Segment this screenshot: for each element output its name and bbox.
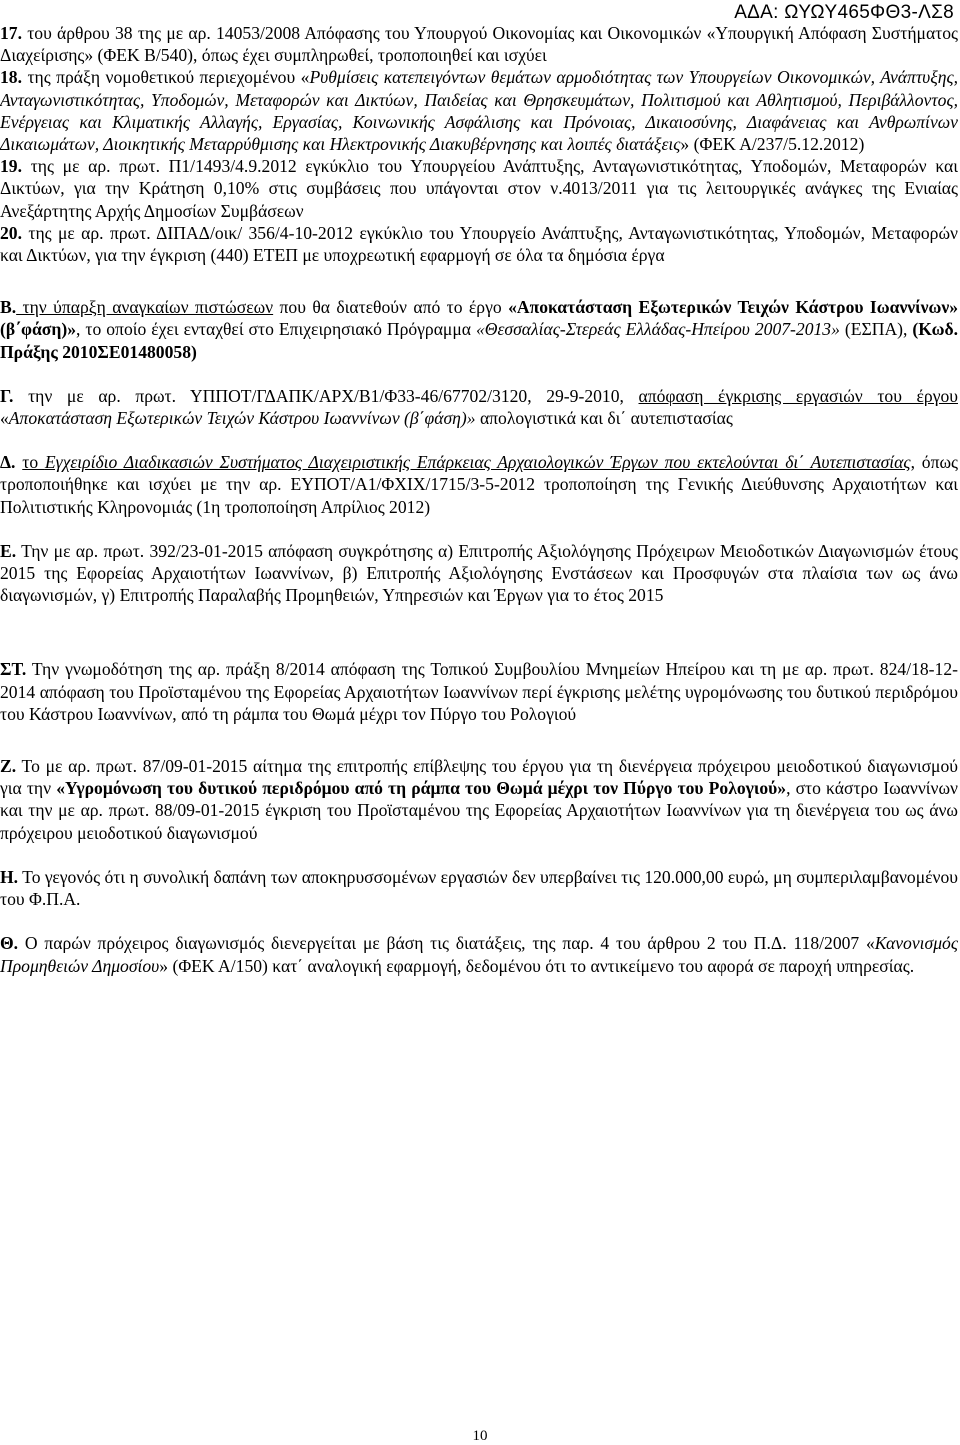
section-letter: Θ.	[0, 933, 19, 954]
section-text: απολογιστικά και δι΄ αυτεπιστασίας	[475, 408, 733, 429]
section-text: » (ΦΕΚ Α/150) κατ΄ αναλογική εφαρμογή, δεδομένου ότι το αντικείμενο του αφορά σε παροχή υπηρεσίας.	[159, 955, 915, 976]
section-letter: ΣΤ.	[0, 659, 27, 680]
project-title: «Υγρομόνωση του δυτικού περιδρόμου από τη ράμπα του Θωμά μέχρι τον Πύργο του Ρολογιού»	[56, 778, 787, 799]
section-text: , το οποίο έχει ενταχθεί στο Επιχειρησιακό Πρόγραμμα	[76, 319, 476, 340]
section-e	[0, 540, 958, 607]
section-b	[0, 296, 958, 363]
section-d	[0, 451, 958, 518]
item-number: 19.	[0, 156, 22, 177]
section-letter: Γ.	[0, 385, 14, 406]
item-number: 20.	[0, 222, 22, 243]
item-text: της με αρ. πρωτ. Π1/1493/4.9.2012 εγκύκλιο του Υπουργείου Ανάπτυξης, Ανταγωνιστικότητας, Υποδομών, Μεταφορών και Δικτύων, για την Κράτηση 0,10% στις συμβάσεις που υπάγονται στον ν.4013/2011 για τις λειτουργικές ανάγκες της Ενιαίας Ανεξάρτητης Αρχής Δημοσίων Συμβάσεων	[0, 156, 958, 221]
program-title: «Θεσσαλίας-Στερεάς Ελλάδας-Ηπείρου 2007-2013»	[476, 319, 840, 340]
underlined-text: απόφαση έγκρισης εργασιών του έργου	[638, 385, 958, 406]
section-text: (ΕΣΠΑ),	[839, 319, 913, 340]
underlined-text: την ύπαρξη αναγκαίων πιστώσεων	[16, 297, 274, 318]
section-text: που θα διατεθούν από το έργο	[273, 297, 509, 318]
section-text: Την με αρ. πρωτ. 392/23-01-2015 απόφαση συγκρότησης α) Επιτροπής Αξιολόγησης Πρόχειρων Μειοδοτικών Διαγωνισμών έτους 2015 της Εφορείας Αρχαιοτήτων Ιωαννίνων, β) Επιτροπής Αξιολόγησης Ενστάσεων και Προσφυγών στα πλαίσια των ως άνω διαγωνισμών, γ) Επιτροπής Παραλαβής Προμηθειών, Υπηρεσιών και Έργων για το έτος 2015	[0, 540, 958, 606]
underlined-text: το	[22, 452, 45, 473]
section-text: , όπως τροποποιήθηκε και ισχύει με την αρ. ΕΥΠΟΤ/Α1/ΦΧΙΧ/1715/3-5-2012 τροποποίηση της Γενικής Διεύθυνσης Αρχαιοτήτων και Πολιτιστικής Κληρονομιάς (1η τροποποίηση Απρίλιος 2012)	[0, 452, 958, 517]
item-text: της με αρ. πρωτ. ΔΙΠΑΔ/οικ/ 356/4-10-2012 εγκύκλιο του Υπουργείο Ανάπτυξης, Ανταγωνιστικότητας, Υποδομών, Μεταφορών και Δικτύων, για την έγκριση (440) ΕΤΕΠ με υποχρεωτική εφαρμογή σε όλα τα δημόσια έργα	[0, 222, 958, 266]
section-text: , στο κάστρο Ιωαννίνων και την με αρ. πρωτ. 88/09-01-2015 έγκριση του Προϊσταμένου της Εφορείας Αρχαιοτήτων Ιωαννίνων για τη διενέργεια του ως άνω πρόχειρου μειοδοτικού διαγωνισμού	[0, 778, 959, 843]
section-text: «	[0, 408, 9, 429]
section-z	[0, 755, 958, 844]
document-body	[0, 22, 958, 977]
law-title: Ρυθμίσεις κατεπειγόντων θεμάτων αρμοδιότητας των Υπουργείων Οικονομικών, Ανάπτυξης, Ανταγωνιστικότητας, Υποδομών, Μεταφορών και Δικτύων, Παιδείας και Θρησκευμάτων, Πολιτισμού και Αθλητισμού, Περιβάλλοντος, Ενέργειας και Κλιματικής Αλλαγής, Εργασίας, Κοινωνικής Ασφάλισης και Πρόνοιας, Δικαιοσύνης, Διαφάνειας και Ανθρωπίνων Δικαιωμάτων, Διοικητικής Μεταρρύθμισης και Ηλεκτρονικής Διακυβέρνησης και λοιπές διατάξεις	[0, 67, 958, 155]
section-text: Ο παρών πρόχειρος διαγωνισμός διενεργείται με βάση τις διατάξεις, της παρ. 4 του άρθρου 2 του Π.Δ. 118/2007 «	[18, 933, 875, 954]
section-th	[0, 932, 958, 976]
manual-title: Εγχειρίδιο Διαδικασιών Συστήματος Διαχειριστικής Επάρκειας Αρχαιολογικών Έργων που εκτελούνται δι΄ Αυτεπιστασίας	[44, 452, 911, 473]
section-letter: Ζ.	[0, 756, 17, 777]
item-18	[0, 66, 958, 155]
section-letter: Δ.	[0, 452, 16, 473]
section-text: Την γνωμοδότηση της αρ. πράξη 8/2014 απόφαση της Τοπικού Συμβουλίου Μνημείων Ηπείρου και τη με αρ. πρωτ. 824/18-12-2014 απόφαση του Προϊσταμένου της Εφορείας Αρχαιοτήτων Ιωαννίνων περί έγκρισης μελέτης υγρομόνωσης του δυτικού περιδρόμου του Κάστρου Ιωαννίνων, από τη ράμπα του Θωμά μέχρι τον Πύργο του Ρολογιού	[0, 659, 958, 724]
section-letter: Ε.	[0, 540, 17, 561]
item-text: του άρθρου 38 της με αρ. 14053/2008 Απόφασης του Υπουργού Οικονομίας και Οικονομικών «Υπουργική Απόφαση Συστήματος Διαχείρισης» (ΦΕΚ Β/540), όπως έχει συμπληρωθεί, τροποποιηθεί και ισχύει	[0, 23, 958, 66]
section-text: την με αρ. πρωτ. ΥΠΠΟΤ/ΓΔΑΠΚ/ΑΡΧ/Β1/Φ33-46/67702/3120, 29-9-2010,	[13, 385, 639, 406]
item-20	[0, 222, 958, 266]
item-17	[0, 22, 958, 66]
section-g	[0, 385, 958, 429]
section-letter: Β.	[0, 297, 17, 318]
section-letter: Η.	[0, 866, 19, 887]
project-title: «Αποκατάσταση Εξωτερικών Τειχών Κάστρου Ιωαννίνων» (β΄φάση)»	[0, 297, 958, 340]
section-text: Το με αρ. πρωτ. 87/09-01-2015 αίτημα της επιτροπής επίβλεψης του έργου για τη διενέργεια πρόχειρου μειοδοτικού διαγωνισμού για την	[0, 756, 958, 799]
item-19	[0, 155, 958, 222]
item-number: 18.	[0, 67, 22, 88]
regulation-title: Κανονισμός Προμηθειών Δημοσίου	[0, 933, 958, 976]
item-number: 17.	[0, 23, 22, 43]
project-title: Αποκατάσταση Εξωτερικών Τειχών Κάστρου Ιωαννίνων (β΄φάση)»	[8, 408, 476, 429]
ada-code: ΑΔΑ: ΩΥΩΥ465ΦΘ3-ΛΣ8	[734, 2, 954, 23]
item-text: της πράξη νομοθετικού περιεχομένου «	[22, 67, 310, 88]
section-text: Το γεγονός ότι η συνολική δαπάνη των αποκηρυσσομένων εργασιών δεν υπερβαίνει τις 120.000,00 ευρώ, μη συμπεριλαμβανομένου του Φ.Π.Α.	[0, 866, 958, 910]
item-text: » (ΦΕΚ Α/237/5.12.2012)	[680, 134, 865, 155]
project-code: (Κωδ. Πράξης 2010ΣΕ01480058)	[0, 319, 959, 362]
section-h	[0, 866, 958, 910]
page-number: 10	[472, 1428, 488, 1444]
section-st	[0, 658, 958, 725]
